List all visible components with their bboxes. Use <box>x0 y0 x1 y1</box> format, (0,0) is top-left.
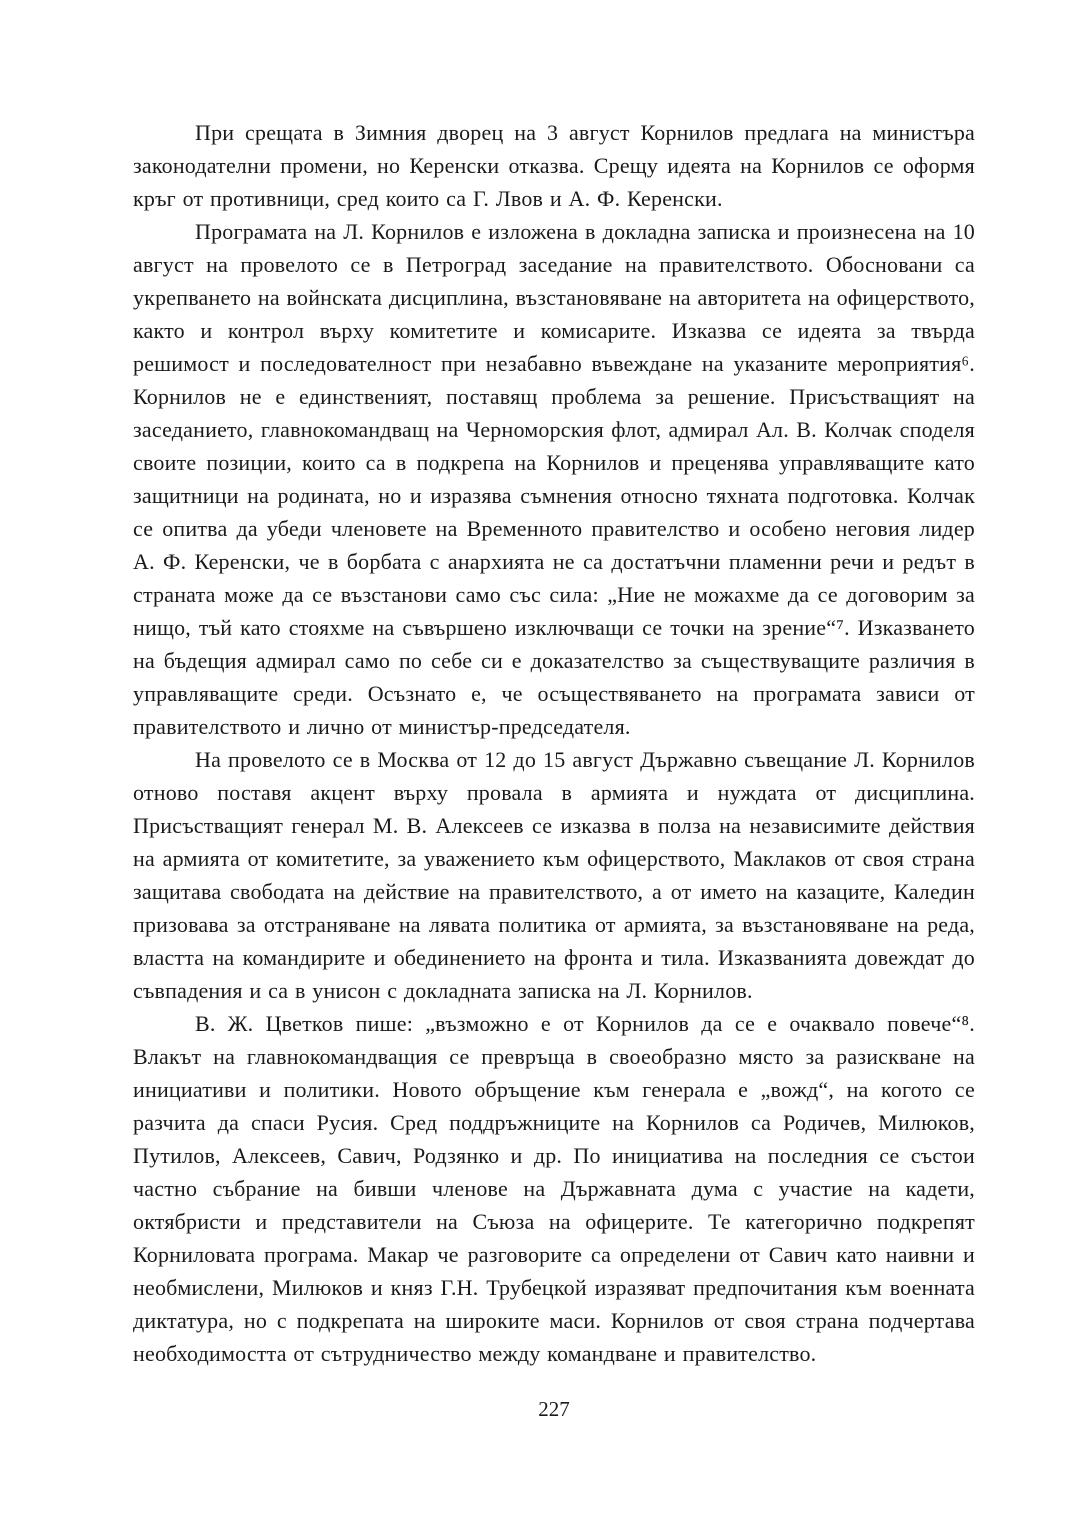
paragraph-kornilov-program: Програмата на Л. Корнилов е изложена в докладна записка и произнесена на 10 август на провелото се в Петроград заседание на правителството. Обосновани са укрепването на войнската дисциплина, възстановяване на авторитета на офицерството, както и контрол върху комитетите и комисарите. Изказва се идеята за твърда решимост и последователност при незабавно въвеждане на указаните мероприятия⁶. Корнилов не е единственият, поставящ проблема за решение. Присъстващият на заседанието, главнокомандващ на Черноморския флот, адмирал Ал. В. Колчак споделя своите позиции, които са в подкрепа на Корнилов и преценява управляващите като защитници на родината, но и изразява съмнения относно тяхната подготовка. Колчак се опитва да убеди членовете на Временното правителство и особено неговия лидер А. Ф. Керенски, че в борбата с анархията не са достатъчни пламенни речи и редът в страната може да се възстанови само със сила: „Ние не можахме да се договорим за нищо, тъй като стояхме на съвършено изключващи се точки на зрение“⁷. Изказването на бъдещия адмирал само по себе си е доказателство за съществуващите различия в управляващите среди. Осъзнато е, че осъществяването на програмата зависи от правителството и лично от министър-председателя. <box>133 219 975 739</box>
paragraph-meeting-winter-palace: При срещата в Зимния дворец на 3 август Корнилов предлага на министъра законодателни промени, но Керенски отказва. Срещу идеята на Корнилов се оформя кръг от противници, сред които са Г. Лвов и А. Ф. Керенски. <box>133 120 975 211</box>
text-block <box>133 116 975 1370</box>
paragraph-tsvetkov-quote: В. Ж. Цветков пише: „възможно е от Корнилов да се е очаквало повече“⁸. Влакът на главнокомандващия се превръща в своеобразно място за разискване на инициативи и политики. Новото обръщение към генерала е „вожд“, на когото се разчита да спаси Русия. Сред поддръжниците на Корнилов са Родичев, Милюков, Путилов, Алексеев, Савич, Родзянко и др. По инициатива на последния се състои частно събрание на бивши членове на Държавната дума с участие на кадети, октябристи и представители на Съюза на офицерите. Те категорично подкрепят Корниловата програма. Макар че разговорите са определени от Савич като наивни и необмислени, Милюков и княз Г.Н. Трубецкой изразяват предпочитания към военната диктатура, но с подкрепата на широките маси. Корнилов от своя страна подчертава необходимостта от сътрудничество между командване и правителство. <box>133 1011 975 1366</box>
paragraph-moscow-conference: На провелото се в Москва от 12 до 15 август Държавно съвещание Л. Корнилов отново поставя акцент върху провала в армията и нуждата от дисциплина. Присъстващият генерал М. В. Алексеев се изказва в полза на независимите действия на армията от комитетите, за уважението към офицерството, Маклаков от своя страна защитава свободата на действие на правителството, а от името на казаците, Каледин призовава за отстраняване на лявата политика от армията, за възстановяване на реда, властта на командирите и обединението на фронта и тила. Изказванията довеждат до съвпадения и са в унисон с докладната записка на Л. Корнилов. <box>133 747 975 1003</box>
page-number: 227 <box>538 1397 570 1421</box>
